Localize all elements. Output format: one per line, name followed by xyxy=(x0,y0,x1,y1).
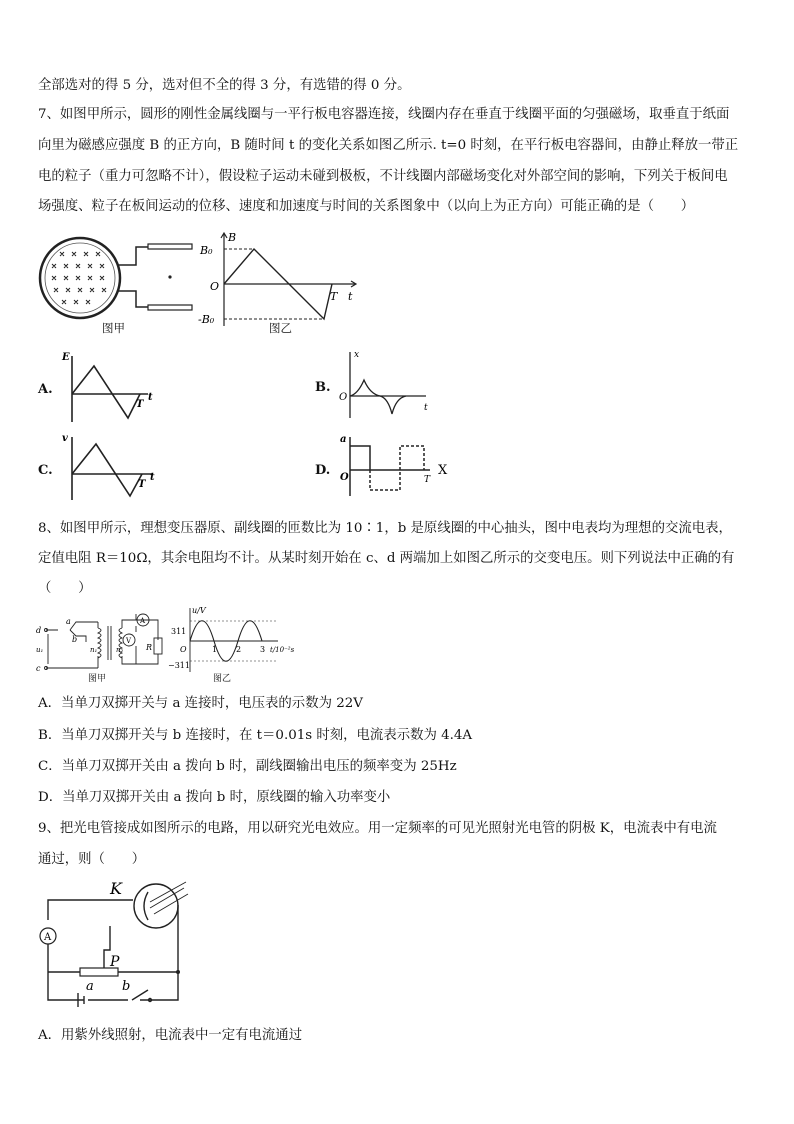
fig-yi-b-label: B xyxy=(228,231,237,244)
q7-option-a-letter[interactable]: A. xyxy=(38,382,53,397)
coil-inner xyxy=(45,243,115,313)
junction-dot xyxy=(176,970,180,974)
q8-fig-jia-caption: 图甲 xyxy=(88,674,107,684)
label-b: b xyxy=(72,635,78,644)
cathode-arc xyxy=(144,892,148,920)
b-axis xyxy=(221,233,227,326)
capacitor-bottom-plate xyxy=(148,305,192,310)
label-d: d xyxy=(36,626,42,635)
opt-b-y-label: x xyxy=(354,350,360,360)
opt-d-x-label: X xyxy=(438,463,448,478)
label-a: a xyxy=(66,617,71,626)
resistor-r xyxy=(154,638,162,654)
opt-d-dashed-wave xyxy=(370,446,424,490)
opt-b-curve xyxy=(350,380,406,414)
fig-yi-T-label: T xyxy=(330,290,338,303)
graph-neg311-label: −311 xyxy=(168,661,190,670)
light-rays xyxy=(150,882,188,914)
q8-fig-jia xyxy=(36,608,166,678)
fig-yi-negb0-label: -B₀ xyxy=(198,313,215,326)
q7-line-3: 电的粒子（重力可忽略不计），假设粒子运动未碰到极板，不计线圈内部磁场变化对外部空间的影响，下列关于板间电 xyxy=(38,169,728,184)
q7-line-2: 向里为磁感应强度 B 的正方向，B 随时间 t 的变化关系如图乙所示. t=0 时刻，在平行板电容器间，由静止释放一带正 xyxy=(38,138,739,153)
q7-option-d-letter[interactable]: D. xyxy=(315,463,331,478)
field-crosses xyxy=(52,252,106,304)
q8-line-3: （ ） xyxy=(38,581,92,596)
label-a: a xyxy=(86,979,94,994)
opt-a-curve xyxy=(72,366,140,418)
q8-option-b[interactable]: B．当单刀双掷开关与 b 连接时，在 t＝0.01s 时刻，电流表示数为 4.4A xyxy=(38,728,473,743)
ammeter-label: A xyxy=(140,617,146,625)
graph-311-label: 311 xyxy=(171,627,187,636)
graph-origin-label: O xyxy=(180,645,187,654)
opt-d-wave xyxy=(350,446,370,470)
graph-t2-label: 2 xyxy=(236,645,242,654)
opt-c-t-label: t xyxy=(150,472,155,483)
opt-b-origin-label: O xyxy=(339,392,348,403)
ammeter-A-label: A xyxy=(44,932,52,943)
coil-ring xyxy=(40,238,120,318)
capacitor-top-plate xyxy=(148,244,192,249)
particle-dot xyxy=(168,275,171,278)
core xyxy=(108,626,111,660)
q8-option-a[interactable]: A．当单刀双掷开关与 a 连接时，电压表的示数为 22V xyxy=(38,696,363,711)
q8-line-2: 定值电阻 R＝10Ω，其余电阻均不计。从某时刻开始在 c、d 两端加上如图乙所示的交变电压。则下列说法中正确的有 xyxy=(38,551,735,566)
opt-d-y-label: a xyxy=(340,434,347,445)
opt-c-T-label: T xyxy=(138,479,146,490)
q7-option-b-letter[interactable]: B. xyxy=(315,380,331,395)
opt-d-T-label: T xyxy=(424,475,431,485)
q9-line-1: 9、把光电管接成如图所示的电路，用以研究光电效应。用一定频率的可见光照射光电管的阴极 K，电流表中有电流 xyxy=(38,821,717,836)
q7-option-c-letter[interactable]: C. xyxy=(38,463,53,478)
outer-wires xyxy=(48,900,178,1000)
q7-option-d-graph[interactable] xyxy=(336,432,456,498)
q8-option-d[interactable]: D．当单刀双掷开关由 a 拨向 b 时，原线圈的输入功率变小 xyxy=(38,790,391,805)
q7-line-4: 场强度、粒子在板间运动的位移、速度和加速度与时间的关系图象中（以向上为正方向）可能正确的是（ ） xyxy=(38,199,695,214)
primary-coil xyxy=(98,628,101,658)
opt-a-t-label: t xyxy=(148,392,153,403)
q7-option-b-graph[interactable] xyxy=(336,348,436,420)
opt-a-y-label: E xyxy=(62,352,70,363)
voltmeter-label: V xyxy=(126,637,132,645)
graph-u-label: u/V xyxy=(192,606,206,615)
opt-b-t-label: t xyxy=(424,403,428,413)
label-n1: n₁ xyxy=(90,646,98,654)
label-u1: u₁ xyxy=(36,646,44,654)
fig-yi-t-label: t xyxy=(348,290,353,303)
opt-c-curve xyxy=(72,444,142,496)
label-c: c xyxy=(36,664,41,673)
opt-d-origin-label: O xyxy=(340,472,349,483)
q7-line-1: 7、如图甲所示，圆形的刚性金属线圈与一平行板电容器连接，线圈内存在垂直于线圈平面的匀强磁场，取垂直于纸面 xyxy=(38,107,730,122)
switch xyxy=(132,990,148,1000)
label-P: P xyxy=(110,954,120,970)
label-n2: n₂ xyxy=(116,646,124,654)
q9-circuit xyxy=(38,880,188,1010)
intro-text: 全部选对的得 5 分，选对但不全的得 3 分，有选错的得 0 分。 xyxy=(38,78,411,93)
label-K: K xyxy=(110,879,122,898)
t-axis xyxy=(224,281,356,287)
lead-wires xyxy=(118,247,150,307)
graph-t3-label: 3 xyxy=(260,645,266,654)
fig-yi-origin-label: O xyxy=(210,280,220,293)
q9-line-2: 通过，则（ ） xyxy=(38,852,146,867)
q7-option-a-graph[interactable] xyxy=(60,350,160,425)
q7-fig-jia xyxy=(38,235,198,325)
q9-option-a[interactable]: A．用紫外线照射，电流表中一定有电流通过 xyxy=(38,1028,303,1043)
graph-t-axis-label: t/10⁻²s xyxy=(270,646,295,654)
resistor-label: R xyxy=(146,643,153,652)
label-b: b xyxy=(122,979,131,994)
q8-line-1: 8、如图甲所示，理想变压器原、副线圈的匝数比为 10∶1，b 是原线圈的中心抽头，图中电表均为理想的交流电表， xyxy=(38,521,732,536)
q8-option-c[interactable]: C．当单刀双掷开关由 a 拨向 b 时，副线圈输出电压的频率变为 25Hz xyxy=(38,759,457,774)
graph-t1-label: 1 xyxy=(212,645,218,654)
q7-option-c-graph[interactable] xyxy=(60,432,160,502)
q8-fig-yi xyxy=(168,604,308,674)
opt-c-y-label: v xyxy=(62,433,68,444)
q7-fig-yi-caption: 图乙 xyxy=(269,321,292,335)
opt-a-T-label: T xyxy=(136,399,144,410)
fig-yi-b0-label: B₀ xyxy=(200,244,213,257)
q8-fig-yi-caption: 图乙 xyxy=(213,674,232,684)
q7-fig-yi xyxy=(198,230,368,330)
q7-fig-jia-caption: 图甲 xyxy=(102,321,125,335)
primary-wires xyxy=(46,622,98,668)
